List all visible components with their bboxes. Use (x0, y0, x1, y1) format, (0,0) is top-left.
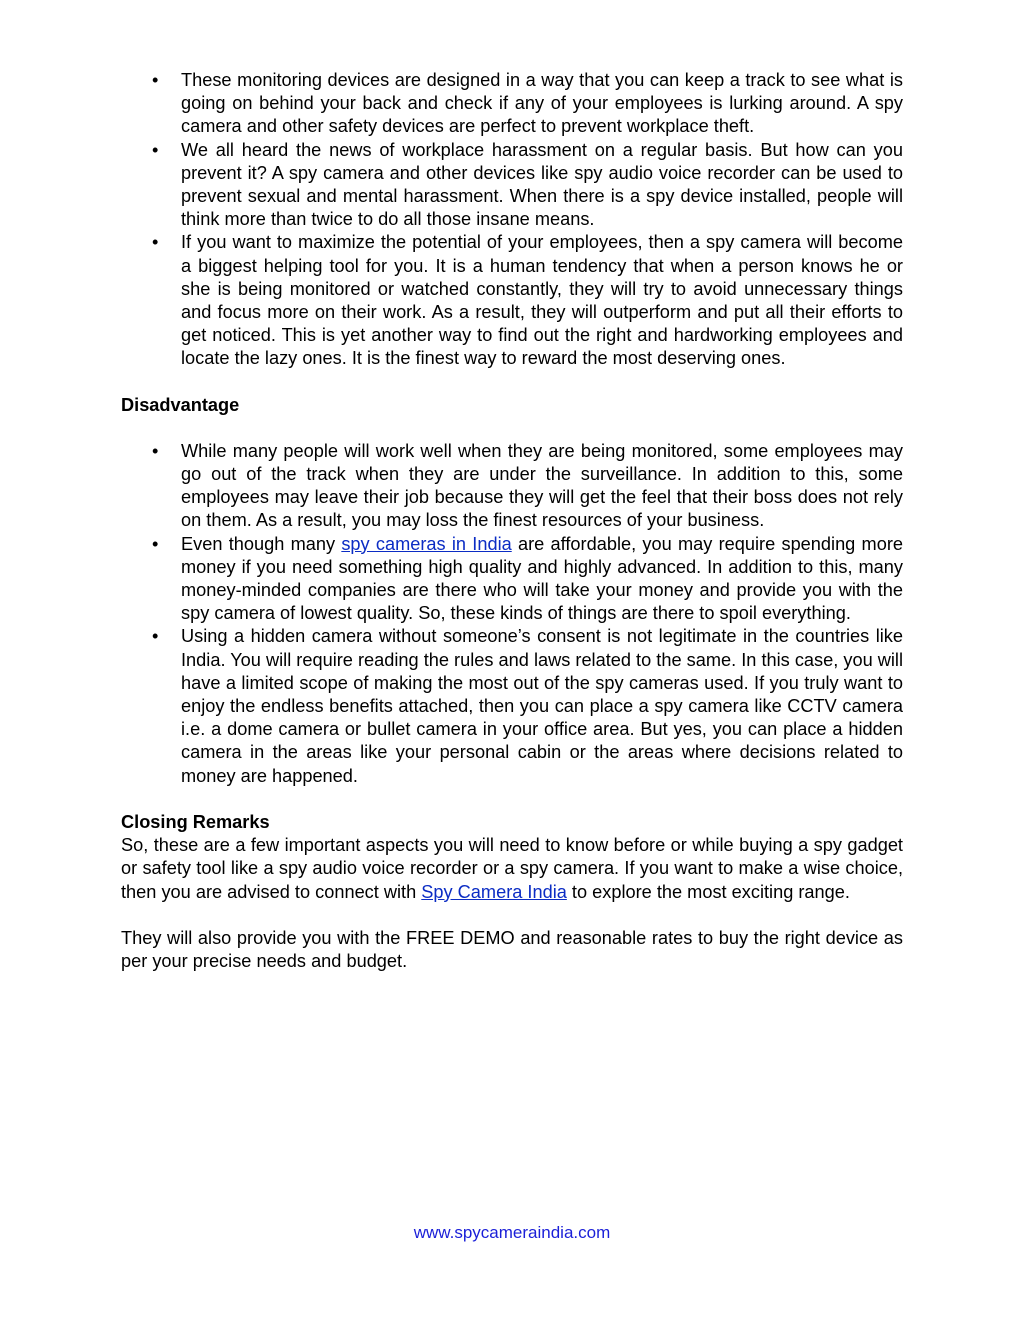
bullet-icon: • (152, 232, 159, 253)
list-item-text: We all heard the news of workplace harassment on a regular basis. But how can you prevent it? A spy camera and other devices like spy audio voice recorder can be used to prevent sexual and mental harassment. When there is a spy device installed, people will think more than twice to do all those insane means. (181, 139, 903, 230)
disadvantages-list (121, 440, 903, 788)
list-item-text: Using a hidden camera without someone’s consent is not legitimate in the countries like India. You will require reading the rules and laws related to the same. In this case, you will have a limited scope of making the most out of the spy cameras used. If you truly want to enjoy the endless benefits attached, then you can place a spy camera like CCTV camera i.e. a dome camera or bullet camera in your office area. But yes, you can place a hidden camera in the areas like your personal cabin or the areas where decisions related to money are happened. (181, 626, 903, 786)
list-item-text: These monitoring devices are designed in a way that you can keep a track to see what is going on behind your back and check if any of your employees is lurking around. A spy camera and other safety devices are perfect to prevent workplace theft. (181, 70, 903, 137)
bullet-icon: • (152, 70, 159, 90)
list-item (121, 440, 903, 533)
bullet-icon: • (152, 440, 159, 461)
list-item-text-start: Even though many (181, 533, 342, 554)
closing-text-start: So, these are a few important aspects you will need to know before or while buying a spy gadget or safety tool like a spy audio voice recorder or a spy camera. If you want to make a wise choice, then you are advised to connect with (121, 835, 903, 902)
list-item-text-end: are affordable, you may require spending more money if you need something high quality and highly advanced. In addition to this, many money-minded companies are there who will take your money and provide you with the spy camera of lowest quality. So, these kinds of things are there to spoil everything. (181, 533, 903, 624)
document-body (121, 69, 903, 973)
list-item (121, 69, 903, 139)
spy-camera-india-link[interactable]: Spy Camera India (421, 881, 567, 902)
list-item (121, 139, 903, 232)
bullet-icon: • (152, 626, 159, 647)
closing-text-end: to explore the most exciting range. (566, 881, 850, 902)
closing-paragraph (121, 834, 903, 904)
list-item (121, 625, 903, 787)
closing-remarks-heading: Closing Remarks (121, 811, 270, 832)
list-item (121, 533, 903, 626)
advantages-list (121, 69, 903, 371)
list-item-text: While many people will work well when they are being monitored, some employees may go out of the track when they are under the surveillance. In addition to this, some employees may leave their job because they will get the feel that their boss does not rely on them. As a result, you may loss the finest resources of your business. (181, 440, 903, 531)
spy-cameras-in-india-link[interactable]: spy cameras in India (341, 533, 512, 554)
bullet-icon: • (152, 139, 159, 160)
list-item-text: If you want to maximize the potential of your employees, then a spy camera will become a biggest helping tool for you. It is a human tendency that when a person knows he or she is being monitored or watched constantly, they will try to avoid unnecessary things and focus more on their work. As a result, they will outperform and put all their efforts to get noticed. This is yet another way to find out the right and hardworking employees and locate the lazy ones. It is the finest way to reward the most deserving ones. (181, 232, 903, 369)
list-item (121, 231, 903, 370)
free-demo-paragraph: They will also provide you with the FREE DEMO and reasonable rates to buy the right device as per your precise needs and budget. (121, 927, 903, 971)
disadvantage-heading: Disadvantage (121, 394, 240, 415)
footer-url: www.spycameraindia.com (413, 1223, 611, 1242)
bullet-icon: • (152, 533, 159, 554)
